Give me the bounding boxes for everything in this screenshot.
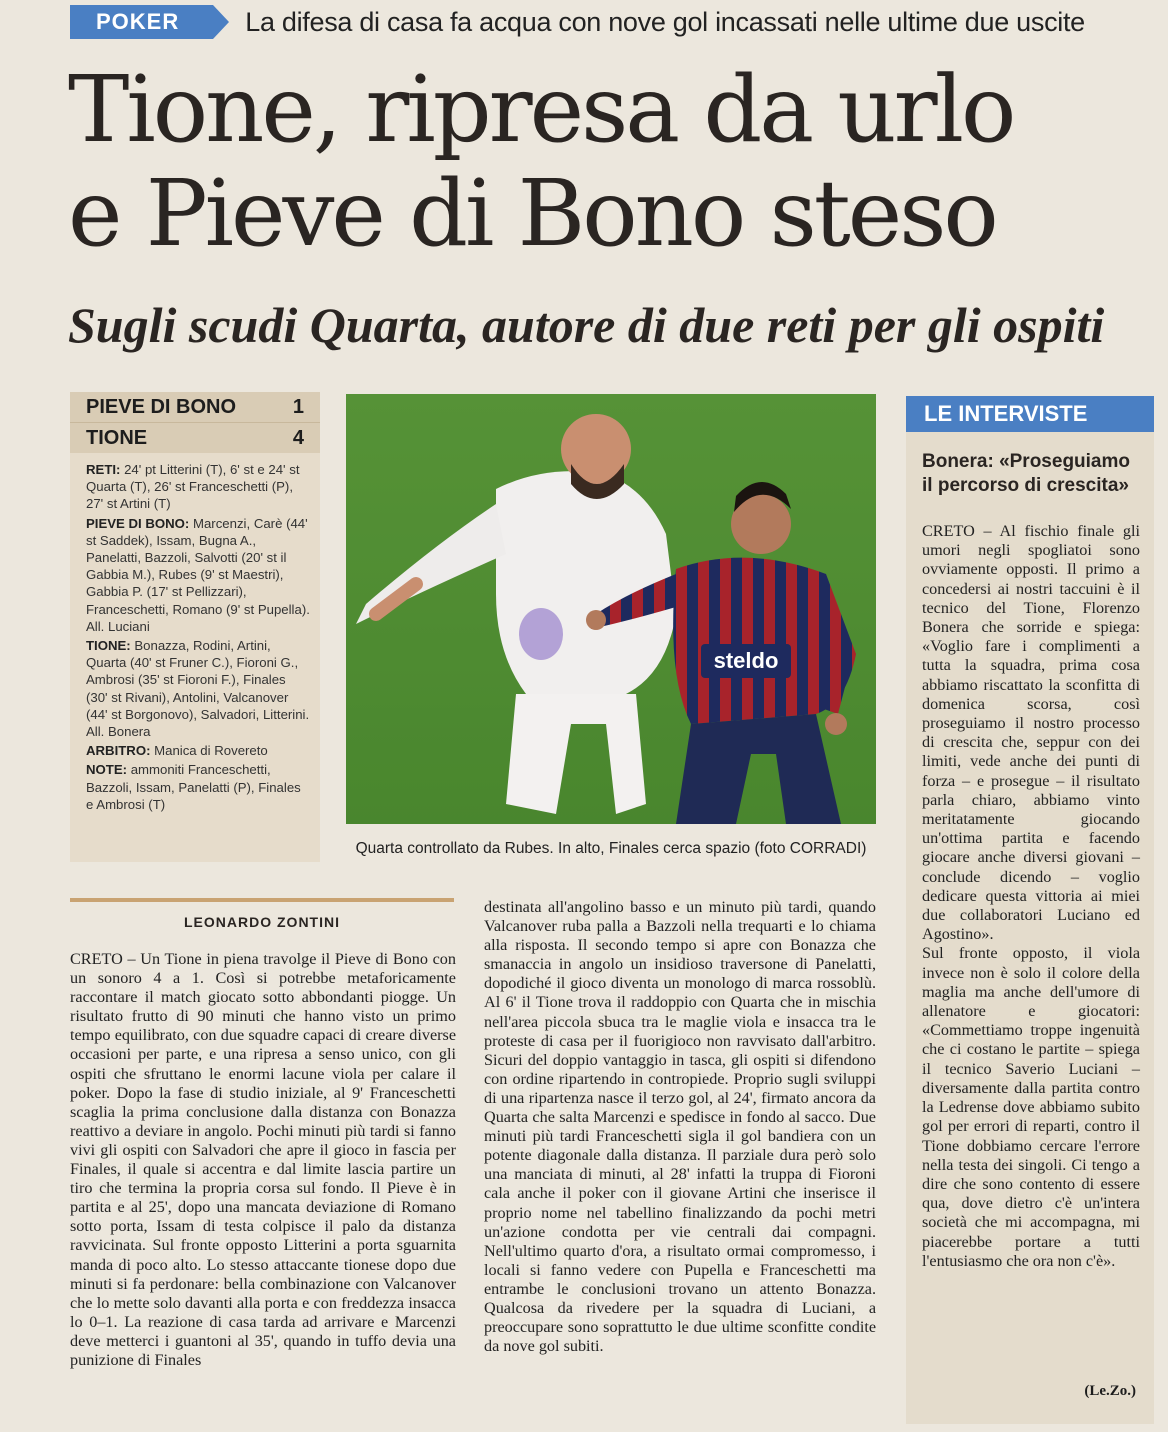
article-column-1: CRETO – Un Tione in piena travolge il Pieve di Bono con un sonoro 4 a 1. Così si potrebbe metaforicamente raccontare il match giocato sotto abbondanti piogge. Un risultato frutto di 90 minuti che hanno visto un primo tempo equilibrato, con due squadre capaci di creare diverse occasioni per parte, e una ripresa a senso unico, con gli ospiti che sfruttano le enormi lacune viola per calare il poker. Dopo la fase di studio iniziale, al 9' Franceschetti scaglia la prima conclusione dalla distanza con Bonazza reattivo a deviare in angolo. Pochi minuti più tardi si fanno vivi gli ospiti con Salvadori che apre il gioco in fascia per Finales, il quale si accentra e dal limite lascia partire un tiro che termina la propria corsa sul fondo. Il Pieve è in partita e al 25', dopo una mancata deviazione di Romano sotto porta, Issam di testa colpisce il palo da distanza ravvicinata. Sul fronte opposto Litterini a porta sguarnita manda di poco alto. Lo stesso attaccante tionese dopo due minuti si fa perdonare: bella combinazione con Valcanover che lo mette solo davanti alla porta e con freddezza insacca lo 0–1. La reazione di casa tarda ad arrivare e Marcenzi deve metterci i guantoni al 35', quando in tuffo devia una punizione di Finales — [70, 950, 456, 1369]
team-score: 1 — [292, 396, 304, 418]
scorebox — [70, 392, 320, 862]
shirt-sponsor: steldo — [713, 648, 779, 673]
section-tag: POKER — [70, 5, 213, 39]
byline-rule — [70, 898, 454, 902]
match-report-box — [70, 453, 320, 813]
headline-line-2: e Pieve di Bono steso — [68, 160, 996, 267]
interview-body — [922, 522, 1140, 1271]
home-lineup-entry: PIEVE DI BONO: Marcenzi, Carè (44' st Saddek), Issam, Bugna A., Panelatti, Bazzoli, Salvotti (20' st il Gabbia M.), Rubes (9' st Maestri), Gabbia P. (17' st Pellizzari), Franceschetti, Romano (9' st Pupella). All. Luciani — [86, 515, 310, 634]
headline-line-1: Tione, ripresa da urlo — [68, 56, 1014, 163]
byline: LEONARDO ZONTINI — [184, 914, 340, 930]
score-row-away — [70, 422, 320, 453]
away-lineup-entry: TIONE: Bonazza, Rodini, Artini, Quarta (40' st Fruner C.), Fioroni G., Ambrosi (35' st Fioroni F.), Finales (30' st Rivani), Antolini, Valcanover (44' st Borgonovo), Salvadori, Litterini. All. Bonera — [86, 638, 310, 740]
interview-paragraph: CRETO – Al fischio finale gli umori negli spogliatoi sono ovviamente opposti. Il primo a concedersi ai nostri taccuini è il tecnico del Tione, Florenzo Bonera che sorride e spiega: «Voglio fare i complimenti a tutta la squadra, prima cosa abbiamo riscattato la sconfitta di domenica scorsa, così proseguiamo il nostro processo di crescita che, seppur con dei limiti, vede anche dei punti di forza – e prosegue – il risultato parla chiaro, abbiamo vinto meritatamente giocando un'ottima partita e facendo giocare anche diversi giovani – conclude dicendo – voglio dedicare questa vittoria ai miei due collaboratori Luciano ed Agostino». — [922, 522, 1140, 944]
interview-section-tag: LE INTERVISTE — [906, 396, 1154, 432]
headline — [68, 58, 1148, 266]
kicker-text: La difesa di casa fa acqua con nove gol incassati nelle ultime due uscite — [245, 6, 1085, 37]
interview-signoff: (Le.Zo.) — [1084, 1383, 1136, 1399]
match-photo — [346, 394, 876, 824]
referee-entry: ARBITRO: Manica di Rovereto — [86, 743, 268, 759]
score-row-home — [70, 392, 320, 422]
goals-entry: RETI: 24' pt Litterini (T), 6' st e 24' st Quarta (T), 26' st Franceschetti (P), 27' st Artini (T) — [86, 462, 300, 512]
photo-caption: Quarta controllato da Rubes. In alto, Finales cerca spazio (foto CORRADI) — [355, 840, 867, 857]
interview-title: Bonera: «Proseguiamo il percorso di crescita» — [922, 451, 1130, 496]
subheadline: Sugli scudi Quarta, autore di due reti per gli ospiti — [68, 297, 1105, 353]
kicker-bar — [70, 4, 1085, 40]
team-score: 4 — [292, 427, 304, 449]
interview-paragraph: Sul fronte opposto, il viola invece non è solo il colore della maglia ma anche dell'umore di allenatore e giocatori: «Commettiamo troppe ingenuità che ci costano le partite – spiega il tecnico Saverio Luciani – diversamente dalla partita contro la Ledrense dove abbiamo subito gol per errori di reparti, contro il Tione dobbiamo cercare l'errore nella testa dei singoli. Ci tengo a dire che sono contento di essere qua, dove dietro c'è un'intera società che mi accompagna, mi piacerebbe portare a tutti l'entusiasmo che ora non c'è». — [922, 944, 1140, 1270]
soccer-players-image — [346, 394, 876, 824]
notes-entry: NOTE: ammoniti Franceschetti, Bazzoli, Issam, Panelatti (P), Finales e Ambrosi (T) — [86, 762, 301, 812]
team-name: PIEVE DI BONO — [86, 396, 237, 418]
team-name: TIONE — [86, 427, 148, 449]
article-column-2: destinata all'angolino basso e un minuto più tardi, quando Valcanover ruba palla a Bazzoli nella trequarti e lo chiama alla risposta. Il secondo tempo si apre con Bonazza che smanaccia in angolo un insidioso traversone di Panelatti, dopodiché il gioco diventa un monologo di marca rossoblù. Al 6' il Tione trova il raddoppio con Quarta che in mischia nell'area piccola sbuca tra le maglie viola e insacca tra le proteste di casa per il fuorigioco non ravvisato dall'arbitro. Sicuri del doppio vantaggio in tasca, gli ospiti si difendono con ordine ripartendo in contropiede. Proprio sugli sviluppi di una ripartenza nasce il terzo gol, al 24', firmato ancora da Quarta che salta Marcenzi e spedisce in fondo al sacco. Due minuti più tardi Franceschetti sigla il gol bandiera con un potente diagonale dalla distanza. Il parziale dura però solo una manciata di minuti, al 28' infatti la truppa di Fioroni cala anche il poker con il giovane Artini che inserisce il proprio nome nel tabellino finalizzando da pochi metri un'azione condotta per vie centrali dai compagni. Nell'ultimo quarto d'ora, a risultato ormai compromesso, i locali si fanno vedere con Pupella e Franceschetti ma entrambe le conclusioni trovano un attento Bonazza. Qualcosa da rivedere per la squadra di Luciani, a preoccupare sono soprattutto le due ultime sconfitte condite da nove gol subiti. — [484, 898, 876, 1356]
